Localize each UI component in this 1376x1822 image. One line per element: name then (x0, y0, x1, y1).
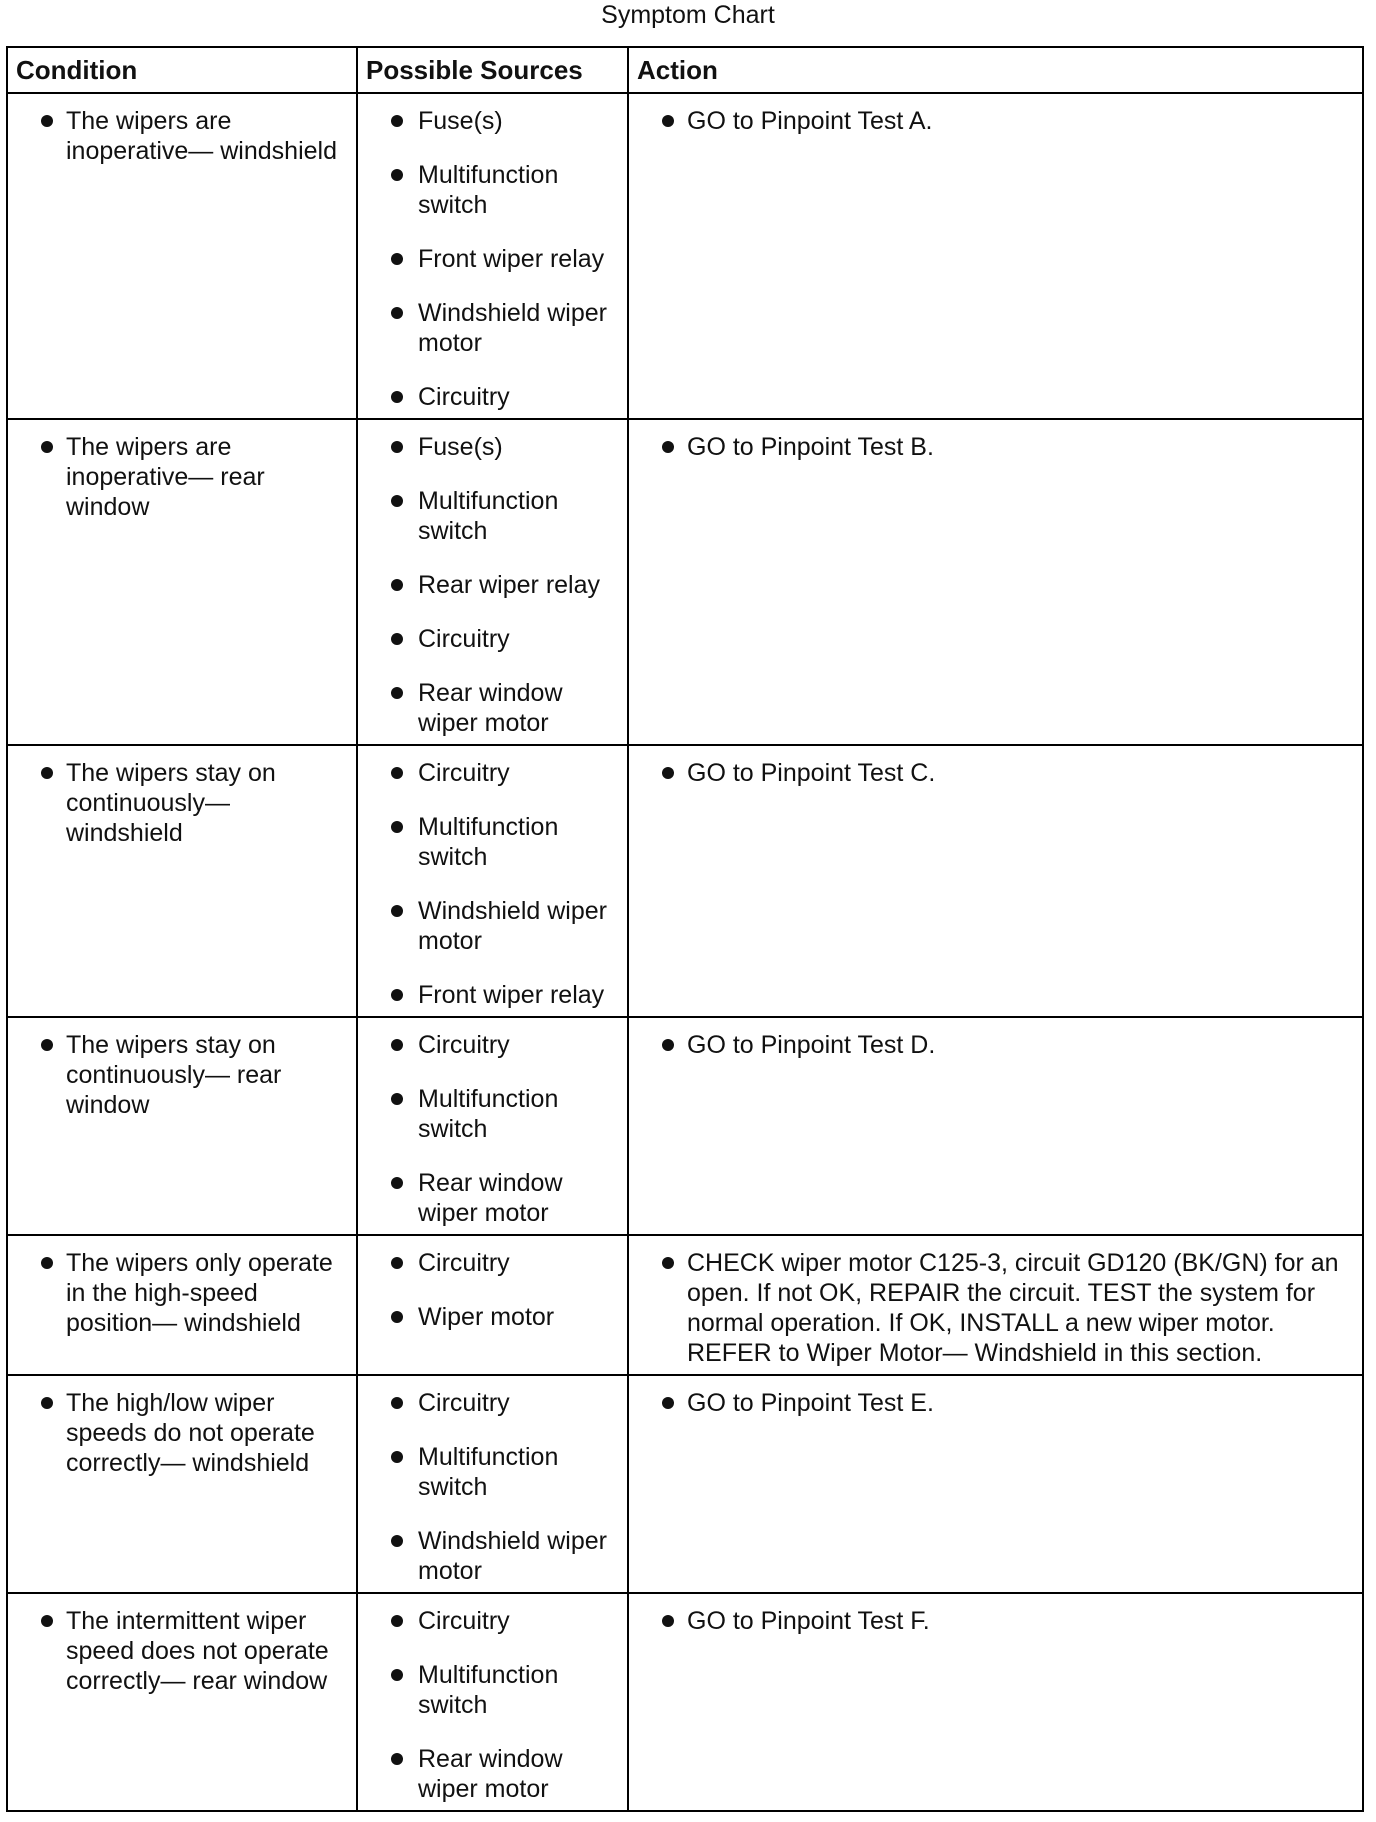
possible-sources-cell (357, 1235, 628, 1375)
source-item: Multifunction switch (368, 812, 617, 872)
source-item: Circuitry (368, 758, 617, 788)
source-item: Windshield wiper motor (368, 896, 617, 956)
condition-cell (7, 1235, 357, 1375)
source-item: Windshield wiper motor (368, 1526, 617, 1586)
source-item: Multifunction switch (368, 160, 617, 220)
condition-text: The wipers stay on continuously— rear window (18, 1030, 346, 1120)
source-item: Multifunction switch (368, 486, 617, 546)
source-item: Circuitry (368, 1388, 617, 1418)
source-item: Circuitry (368, 1030, 617, 1060)
condition-text: The wipers are inoperative— windshield (18, 106, 346, 166)
source-item: Rear window wiper motor (368, 1744, 617, 1804)
source-item: Circuitry (368, 1606, 617, 1636)
table-row (7, 1593, 1363, 1811)
possible-sources-cell (357, 1017, 628, 1235)
source-item: Wiper motor (368, 1302, 617, 1332)
condition-cell (7, 419, 357, 745)
table-row (7, 1235, 1363, 1375)
possible-sources-cell (357, 1375, 628, 1593)
source-item: Circuitry (368, 1248, 617, 1278)
header-action: Action (628, 47, 1363, 93)
header-possible-sources: Possible Sources (357, 47, 628, 93)
possible-sources-cell (357, 1593, 628, 1811)
action-text: GO to Pinpoint Test F. (639, 1606, 1352, 1636)
condition-cell (7, 1375, 357, 1593)
source-item: Rear window wiper motor (368, 678, 617, 738)
action-cell (628, 93, 1363, 419)
table-row (7, 93, 1363, 419)
action-text: CHECK wiper motor C125-3, circuit GD120 (BK/GN) for an open. If not OK, REPAIR the circuit. TEST the system for normal operation. If OK, INSTALL a new wiper motor. REFER to Wiper Motor— Windshield in this section. (639, 1248, 1352, 1368)
condition-text: The wipers only operate in the high-speed position— windshield (18, 1248, 346, 1338)
action-cell (628, 745, 1363, 1017)
possible-sources-cell (357, 93, 628, 419)
condition-text: The wipers stay on continuously— windshield (18, 758, 346, 848)
action-cell (628, 419, 1363, 745)
action-cell (628, 1375, 1363, 1593)
condition-cell (7, 93, 357, 419)
possible-sources-cell (357, 419, 628, 745)
action-cell (628, 1017, 1363, 1235)
source-item: Multifunction switch (368, 1660, 617, 1720)
source-item: Rear wiper relay (368, 570, 617, 600)
condition-text: The high/low wiper speeds do not operate correctly— windshield (18, 1388, 346, 1478)
source-item: Circuitry (368, 382, 617, 412)
symptom-chart-table (6, 46, 1364, 1812)
source-item: Multifunction switch (368, 1084, 617, 1144)
action-cell (628, 1593, 1363, 1811)
condition-cell (7, 745, 357, 1017)
table-row (7, 745, 1363, 1017)
chart-title: Symptom Chart (601, 1, 775, 29)
source-item: Windshield wiper motor (368, 298, 617, 358)
condition-cell (7, 1017, 357, 1235)
possible-sources-cell (357, 745, 628, 1017)
source-item: Fuse(s) (368, 106, 617, 136)
action-text: GO to Pinpoint Test D. (639, 1030, 1352, 1060)
table-row (7, 1375, 1363, 1593)
action-text: GO to Pinpoint Test E. (639, 1388, 1352, 1418)
source-item: Circuitry (368, 624, 617, 654)
action-text: GO to Pinpoint Test B. (639, 432, 1352, 462)
source-item: Front wiper relay (368, 980, 617, 1010)
header-condition: Condition (7, 47, 357, 93)
condition-cell (7, 1593, 357, 1811)
source-item: Front wiper relay (368, 244, 617, 274)
condition-text: The intermittent wiper speed does not operate correctly— rear window (18, 1606, 346, 1696)
table-row (7, 419, 1363, 745)
source-item: Fuse(s) (368, 432, 617, 462)
table-row (7, 1017, 1363, 1235)
source-item: Multifunction switch (368, 1442, 617, 1502)
action-text: GO to Pinpoint Test C. (639, 758, 1352, 788)
source-item: Rear window wiper motor (368, 1168, 617, 1228)
action-cell (628, 1235, 1363, 1375)
action-text: GO to Pinpoint Test A. (639, 106, 1352, 136)
header-row (7, 47, 1363, 93)
condition-text: The wipers are inoperative— rear window (18, 432, 346, 522)
